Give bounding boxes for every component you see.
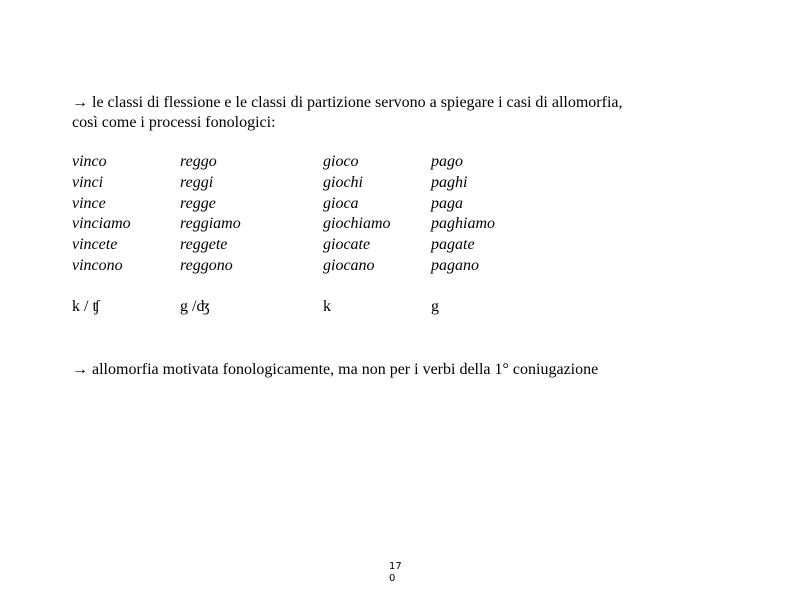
sound-alternation-reggere: g /ʤ [180,298,210,315]
verb-form: reggono [180,256,233,274]
verb-form: giochiamo [323,215,391,233]
verb-form: paghi [431,173,468,191]
verb-form: regge [180,194,216,212]
paradigm-column-vincere [72,152,131,277]
paradigm-column-reggere [180,152,241,277]
verb-form: pagano [431,256,479,274]
intro-text [72,93,623,133]
sound-alternation-pagare: g [431,298,439,315]
paradigm-column-pagare [431,152,495,277]
verb-form: vinciamo [72,215,131,233]
verb-form: vincete [72,236,118,254]
verb-form: vincono [72,256,123,274]
verb-form: vinco [72,153,107,170]
sound-alternation-giocare: k [323,298,331,315]
verb-form: vince [72,194,106,212]
page-number-line-1: 17 [389,561,402,572]
intro-line-1: → le classi di flessione e le classi di partizione servono a spiegare i casi di allomorfia, [72,94,623,111]
verb-form: pagate [431,236,475,254]
intro-line-2: così come i processi fonologici: [72,114,276,131]
verb-form: pago [431,153,463,170]
verb-form: giocano [323,256,375,274]
conclusion-text: → allomorfia motivata fonologicamente, ma non per i verbi della 1° coniugazione [72,361,599,378]
verb-form: reggi [180,173,214,191]
paradigm-column-giocare [323,152,391,277]
verb-form: reggiamo [180,215,241,233]
verb-form: gioco [323,153,359,170]
verb-form: paga [431,194,463,212]
page-number [389,561,409,585]
verb-form: gioca [323,194,359,212]
verb-form: giocate [323,236,371,254]
verb-form: reggete [180,236,228,254]
page-number-line-2: 0 [389,573,396,584]
verb-form: vinci [72,173,104,191]
sound-alternation-vincere: k / ʧ [72,298,100,315]
verb-form: giochi [323,173,363,191]
verb-form: paghiamo [431,215,495,233]
verb-form: reggo [180,153,217,170]
